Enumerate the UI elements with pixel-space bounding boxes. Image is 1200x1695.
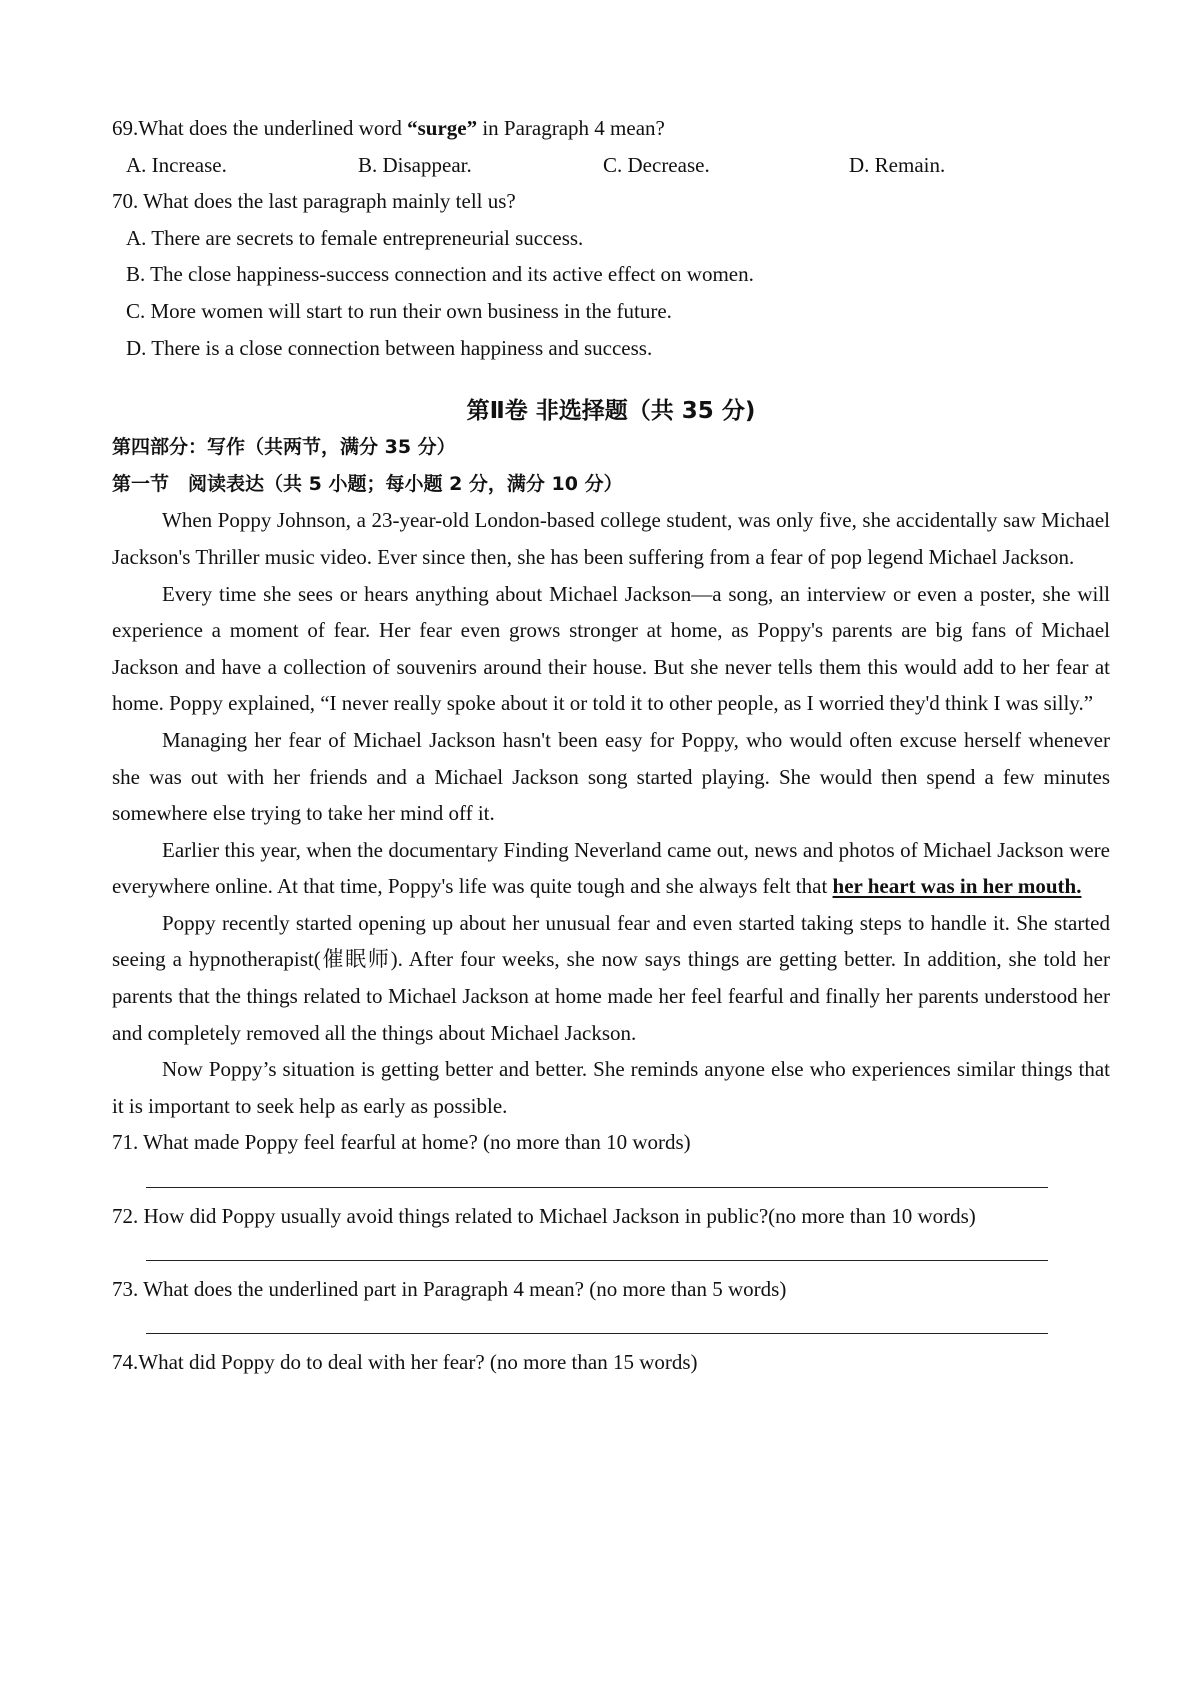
part-heading: 第四部分：写作（共两节，满分 35 分） <box>112 436 456 459</box>
question-70-option-b: B. The close happiness-success connection and its active effect on women. <box>126 262 754 287</box>
passage-paragraph-3: Managing her fear of Michael Jackson hasn't been easy for Poppy, who would often excuse herself whenever she was out with her friends and a Michael Jackson song started playing. She would then spend a few minutes somewhere else trying to take her mind off it. <box>112 727 1110 826</box>
question-69-options <box>112 147 1110 184</box>
question-72: 72. How did Poppy usually avoid things related to Michael Jackson in public?(no more than 10 words) <box>112 1203 976 1228</box>
subsection-heading: 第一节 阅读表达（共 5 小题；每小题 2 分，满分 10 分） <box>112 472 623 495</box>
question-69-stem-end: in Paragraph 4 mean? <box>477 116 665 140</box>
answer-line-71[interactable] <box>112 1161 1110 1198</box>
answer-line-72[interactable] <box>112 1234 1110 1271</box>
question-69-stem <box>112 110 1110 147</box>
passage-paragraph-4 <box>112 832 1110 905</box>
question-70-option-d: D. There is a close connection between happiness and success. <box>126 335 653 360</box>
exam-page <box>112 110 1110 1381</box>
question-70-option-a: A. There are secrets to female entrepreneurial success. <box>126 225 584 250</box>
question-69-option-b: B. Disappear. <box>358 152 472 177</box>
question-71: 71. What made Poppy feel fearful at home? (no more than 10 words) <box>112 1130 691 1155</box>
question-69-stem-start: 69.What does the underlined word <box>112 116 408 140</box>
answer-line-73[interactable] <box>112 1307 1110 1344</box>
underlined-phrase: her heart was in her mouth. <box>832 874 1082 899</box>
question-70-option-c: C. More women will start to run their own business in the future. <box>126 298 672 323</box>
question-69-option-c: C. Decrease. <box>603 152 710 177</box>
section-title: 第Ⅱ卷 非选择题（共 35 分) <box>466 398 756 425</box>
passage-paragraph-6: Now Poppy’s situation is getting better and better. She reminds anyone else who experiences similar things that it is important to seek help as early as possible. <box>112 1057 1110 1118</box>
question-69-option-d: D. Remain. <box>849 152 946 177</box>
passage-paragraph-5: Poppy recently started opening up about her unusual fear and even started taking steps to handle it. She started seeing a hypnotherapist(催眠师). After four weeks, she now says things are getting better. In addition, she told her parents that the things related to Michael Jackson at home made her feel fearful and finally her parents understood her and completely removed all the things about Michael Jackson. <box>112 910 1110 1045</box>
passage-paragraph-2: Every time she sees or hears anything about Michael Jackson—a song, an interview or even a poster, she will experience a moment of fear. Her fear even grows stronger at home, as Poppy's parents are big fans of Michael Jackson and have a collection of souvenirs around their house. But she never tells them this would add to her fear at home. Poppy explained, “I never really spoke about it or told it to other people, as I worried they'd think I was silly.” <box>112 581 1110 716</box>
question-70-stem: 70. What does the last paragraph mainly tell us? <box>112 189 516 214</box>
question-69-keyword: “surge” <box>407 116 478 140</box>
passage-paragraph-4-text: Earlier this year, when the documentary Finding Neverland came out, news and photos of Michael Jackson were everywhere online. At that time, Poppy's life was quite tough and she always felt that <box>112 837 1110 899</box>
passage-paragraph-1: When Poppy Johnson, a 23-year-old London-based college student, was only five, she accidentally saw Michael Jackson's Thriller music video. Ever since then, she has been suffering from a fear of pop legend Michael Jackson. <box>112 508 1110 569</box>
question-73: 73. What does the underlined part in Paragraph 4 mean? (no more than 5 words) <box>112 1276 787 1301</box>
question-69-option-a: A. Increase. <box>126 152 227 177</box>
question-74: 74.What did Poppy do to deal with her fear? (no more than 15 words) <box>112 1350 698 1374</box>
